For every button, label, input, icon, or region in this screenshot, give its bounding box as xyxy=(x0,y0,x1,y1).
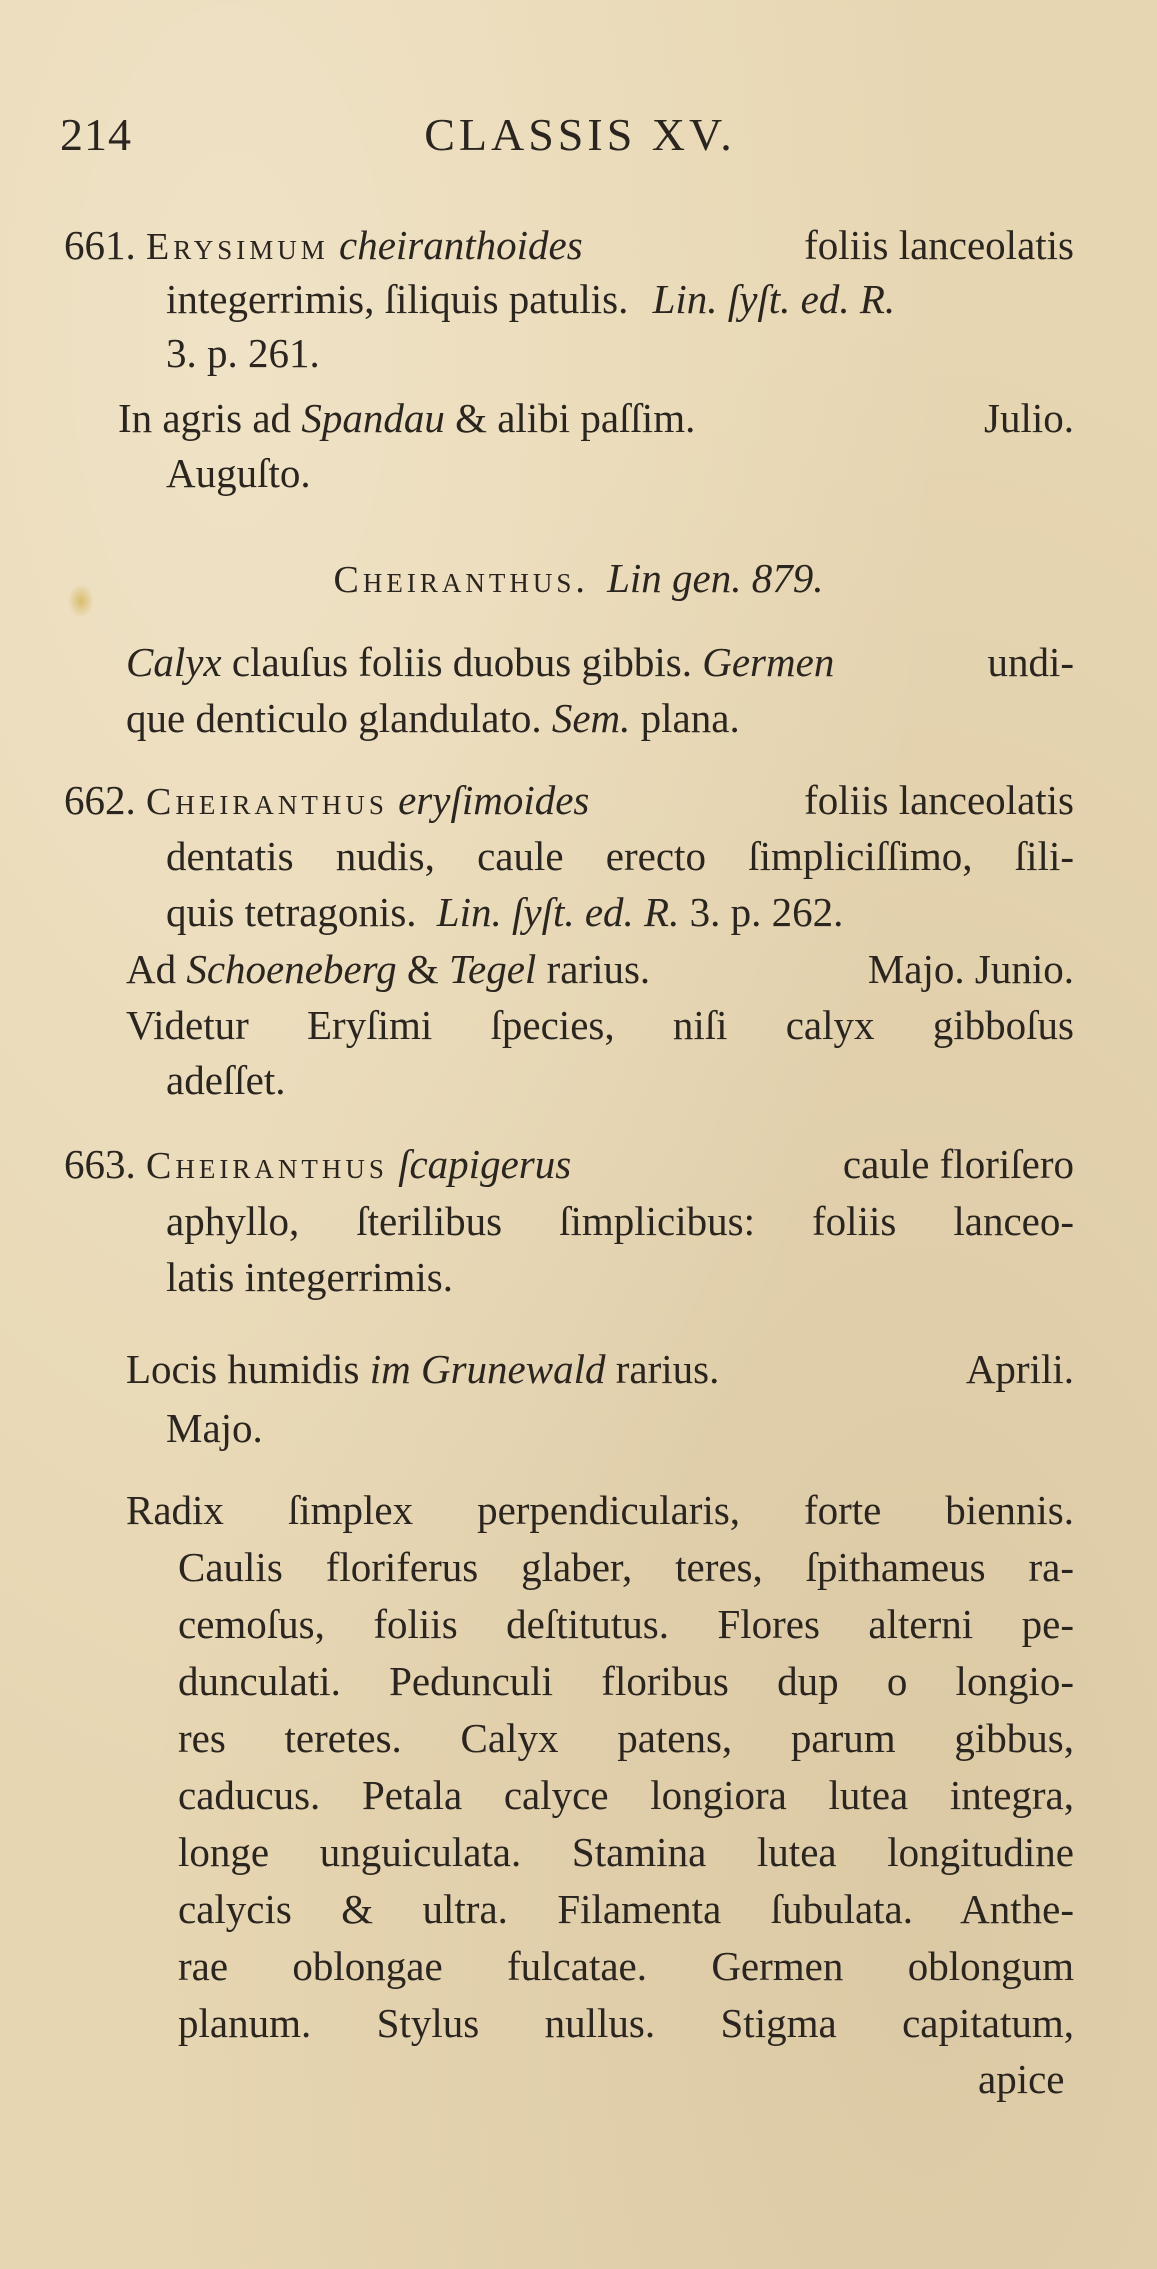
entry-661-line-2 xyxy=(166,271,895,327)
term-calyx: Calyx xyxy=(126,639,222,685)
entry-662-line-6 xyxy=(166,1052,286,1108)
entry-663-line-6 xyxy=(126,1482,1074,1538)
entry-661-line-1 xyxy=(64,217,1074,275)
place-name: Spandau xyxy=(301,395,445,441)
habitat-text: rarius. xyxy=(546,946,651,992)
genus-name: Erysimum xyxy=(146,226,329,268)
habitat-text: In agris ad xyxy=(118,395,292,441)
habitat-text: & xyxy=(406,946,439,992)
entry-663-line-3 xyxy=(166,1249,453,1305)
description-text: que denticulo glandulato. xyxy=(126,695,542,741)
description-text: planum. Stylus nullus. Stigma capitatum, xyxy=(178,2000,1074,2046)
entry-663-line-15 xyxy=(178,1995,1074,2051)
note-text: Videtur Eryſimi ſpecies, niſi calyx gibboſus xyxy=(126,1002,1074,1048)
entry-661-line-4 xyxy=(118,390,1074,446)
genus-name: Cheiranthus xyxy=(146,1145,388,1187)
species-name: ſcapigerus xyxy=(398,1141,572,1187)
genus-character-line-1 xyxy=(126,634,1074,690)
description-text: cemoſus, foliis deſtitutus. Flores alterni pe- xyxy=(178,1601,1074,1647)
entry-663-line-4 xyxy=(126,1341,1074,1397)
flowering-month: Aprili. xyxy=(965,1346,1074,1392)
running-head: CLASSIS XV. xyxy=(424,109,736,160)
page-header xyxy=(60,108,1100,168)
entry-662-line-4 xyxy=(126,941,1074,997)
description-text: calycis & ultra. Filamenta ſubulata. Anthe- xyxy=(178,1886,1074,1932)
description-text: quis tetragonis. xyxy=(166,889,417,935)
description-text: integerrimis, ſiliquis patulis. xyxy=(166,276,629,322)
genus-title: Cheiranthus. xyxy=(333,559,589,601)
entry-663-line-5 xyxy=(166,1400,263,1456)
description-text: foliis lanceolatis xyxy=(804,777,1074,823)
term-germen: Germen xyxy=(702,639,835,685)
description-text: dentatis nudis, caule erecto ſimpliciſſimo, ſili- xyxy=(166,833,1074,879)
flowering-month: Majo. xyxy=(166,1405,263,1451)
description-text: longe unguiculata. Stamina lutea longitudine xyxy=(178,1829,1074,1875)
description-text: aphyllo, ſterilibus ſimplicibus: foliis lanceo- xyxy=(166,1198,1074,1244)
description-text: Radix ſimplex perpendicularis, forte biennis. xyxy=(126,1487,1074,1533)
entry-663-line-14 xyxy=(178,1938,1074,1994)
reference-text: 3. p. 262. xyxy=(689,889,844,935)
description-text: foliis lanceolatis xyxy=(804,222,1074,268)
description-text: res teretes. Calyx patens, parum gibbus, xyxy=(178,1715,1074,1761)
entry-663-line-10 xyxy=(178,1710,1074,1766)
description-text: caducus. Petala calyce longiora lutea integra, xyxy=(178,1772,1074,1818)
entry-number: 662. xyxy=(64,777,136,823)
habitat-text: Ad xyxy=(126,946,177,992)
entry-number: 663. xyxy=(64,1141,136,1187)
entry-663-line-11 xyxy=(178,1767,1074,1823)
entry-661-line-5 xyxy=(166,445,311,501)
place-name: Schoeneberg xyxy=(186,946,397,992)
entry-662-line-5 xyxy=(126,997,1074,1053)
note-text: adeſſet. xyxy=(166,1057,286,1103)
entry-661-line-3 xyxy=(166,325,320,381)
catchword-text: apice xyxy=(978,2056,1065,2102)
entry-662-line-1 xyxy=(64,772,1074,830)
description-text: Caulis floriferus glaber, teres, ſpithameus ra- xyxy=(178,1544,1074,1590)
entry-663-line-8 xyxy=(178,1596,1074,1652)
entry-663-line-9 xyxy=(178,1653,1074,1709)
reference-text: 3. p. 261. xyxy=(166,330,320,376)
entry-number: 661. xyxy=(64,222,136,268)
description-text: plana. xyxy=(640,695,740,741)
entry-663-line-7 xyxy=(178,1539,1074,1595)
place-name: Tegel xyxy=(449,946,537,992)
term-semen: Sem. xyxy=(551,695,631,741)
entry-663-line-12 xyxy=(178,1824,1074,1880)
species-name: cheiranthoides xyxy=(339,222,583,268)
entry-662-line-2 xyxy=(166,828,1074,884)
flowering-month: Majo. Junio. xyxy=(867,946,1074,992)
genus-character-line-2 xyxy=(126,690,740,746)
description-text: clauſus foliis duobus gibbis. xyxy=(231,639,692,685)
description-text: undi- xyxy=(987,639,1074,685)
description-text: latis integerrimis. xyxy=(166,1254,453,1300)
entry-662-line-3 xyxy=(166,884,843,940)
reference-text: Lin. ſyſt. ed. R. xyxy=(652,276,896,322)
reference-text: Lin. ſyſt. ed. R. xyxy=(436,889,680,935)
flowering-month: Auguſto. xyxy=(166,450,311,496)
habitat-text: rarius. xyxy=(615,1346,720,1392)
entry-663-line-1 xyxy=(64,1136,1074,1194)
catchword xyxy=(978,2051,1064,2107)
genus-name: Cheiranthus xyxy=(146,781,388,823)
description-text: rae oblongae fulcatae. Germen oblongum xyxy=(178,1943,1074,1989)
habitat-text: & alibi paſſim. xyxy=(455,395,696,441)
page-number: 214 xyxy=(60,109,132,160)
entry-663-line-13 xyxy=(178,1881,1074,1937)
description-text: caule floriſero xyxy=(842,1141,1074,1187)
species-name: eryſimoides xyxy=(398,777,590,823)
entry-663-line-2 xyxy=(166,1193,1074,1249)
genus-heading xyxy=(0,550,1157,608)
flowering-month: Julio. xyxy=(984,395,1074,441)
habitat-text: Locis humidis xyxy=(126,1346,360,1392)
place-name: im Grunewald xyxy=(369,1346,606,1392)
genus-reference: Lin gen. 879. xyxy=(607,555,824,601)
description-text: dunculati. Pedunculi floribus dup o longio- xyxy=(178,1658,1074,1704)
